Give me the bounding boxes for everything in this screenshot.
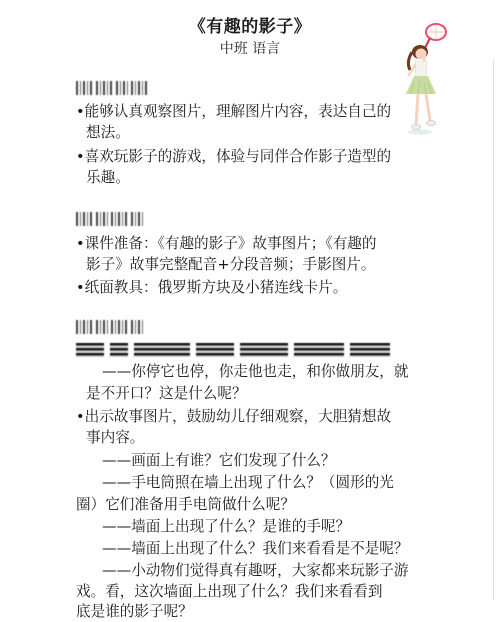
page-edge-divider <box>493 60 494 600</box>
goals-line: 乐趣。 <box>86 169 130 186</box>
redacted-block <box>294 343 344 357</box>
redacted-glyph <box>76 320 93 334</box>
section-heading-preparation-redacted <box>76 211 146 227</box>
preparation-line: •课件准备：《有趣的影子》故事图片；《有趣的 <box>76 235 377 252</box>
redacted-block <box>196 343 234 357</box>
redacted-glyph <box>96 212 108 226</box>
redacted-block <box>240 343 288 357</box>
redacted-glyph <box>76 81 93 95</box>
process-line: 戏。看，这次墙面上出现了什么？我们来看看到 <box>76 583 383 600</box>
process-line: ——墙面上出现了什么？是谁的手呢？ <box>102 518 351 535</box>
goals-line: •能够认真观察图片，理解图片内容，表达自己的 <box>76 103 392 120</box>
redacted-glyph <box>111 320 128 334</box>
preparation-line: 影子》故事完整配音+分段音频；手影图片。 <box>86 256 376 273</box>
section-heading-process-redacted <box>76 319 146 335</box>
process-line: 底是谁的影子呢？ <box>76 603 193 620</box>
redacted-glyph <box>76 212 93 226</box>
preparation-line: •纸面教具：俄罗斯方块及小猪连线卡片。 <box>76 279 348 296</box>
redacted-block <box>134 343 190 357</box>
process-line: ——小动物们觉得真有趣呀，大家都来玩影子游 <box>102 562 409 579</box>
process-line: ——你停它也停，你走他也走，和你做朋友，就 <box>102 363 409 380</box>
redacted-glyph <box>111 212 128 226</box>
redacted-glyph <box>116 81 128 95</box>
process-line: ——手电筒照在墙上出现了什么？（圆形的光 <box>102 474 394 491</box>
process-line: •出示故事图片，鼓励幼儿仔细观察，大胆猜想故 <box>76 408 392 425</box>
redacted-glyph <box>96 320 108 334</box>
goals-line: 想法。 <box>86 124 130 141</box>
document-title: 《有趣的影子》 <box>188 17 312 37</box>
redacted-glyph <box>131 212 143 226</box>
redacted-glyph <box>96 81 113 95</box>
document-subtitle: 中班 语言 <box>219 41 281 57</box>
process-line: 圈）它们准备用手电筒做什么呢？ <box>76 496 295 513</box>
section-heading-goals-redacted <box>76 80 151 96</box>
girl-with-tennis-racket-illustration <box>396 20 458 140</box>
redacted-text-bar <box>76 343 406 357</box>
process-line: 是不开口？这是什么呢？ <box>86 385 247 402</box>
redacted-glyph <box>131 81 148 95</box>
redacted-glyph <box>131 320 143 334</box>
process-line: 事内容。 <box>86 429 145 446</box>
redacted-block <box>350 343 390 357</box>
process-line: ——墙面上出现了什么？我们来看看是不是呢？ <box>102 540 409 557</box>
redacted-block <box>76 343 104 357</box>
redacted-block <box>110 343 128 357</box>
goals-line: •喜欢玩影子的游戏，体验与同伴合作影子造型的 <box>76 148 392 165</box>
process-line: ——画面上有谁？它们发现了什么？ <box>102 452 336 469</box>
